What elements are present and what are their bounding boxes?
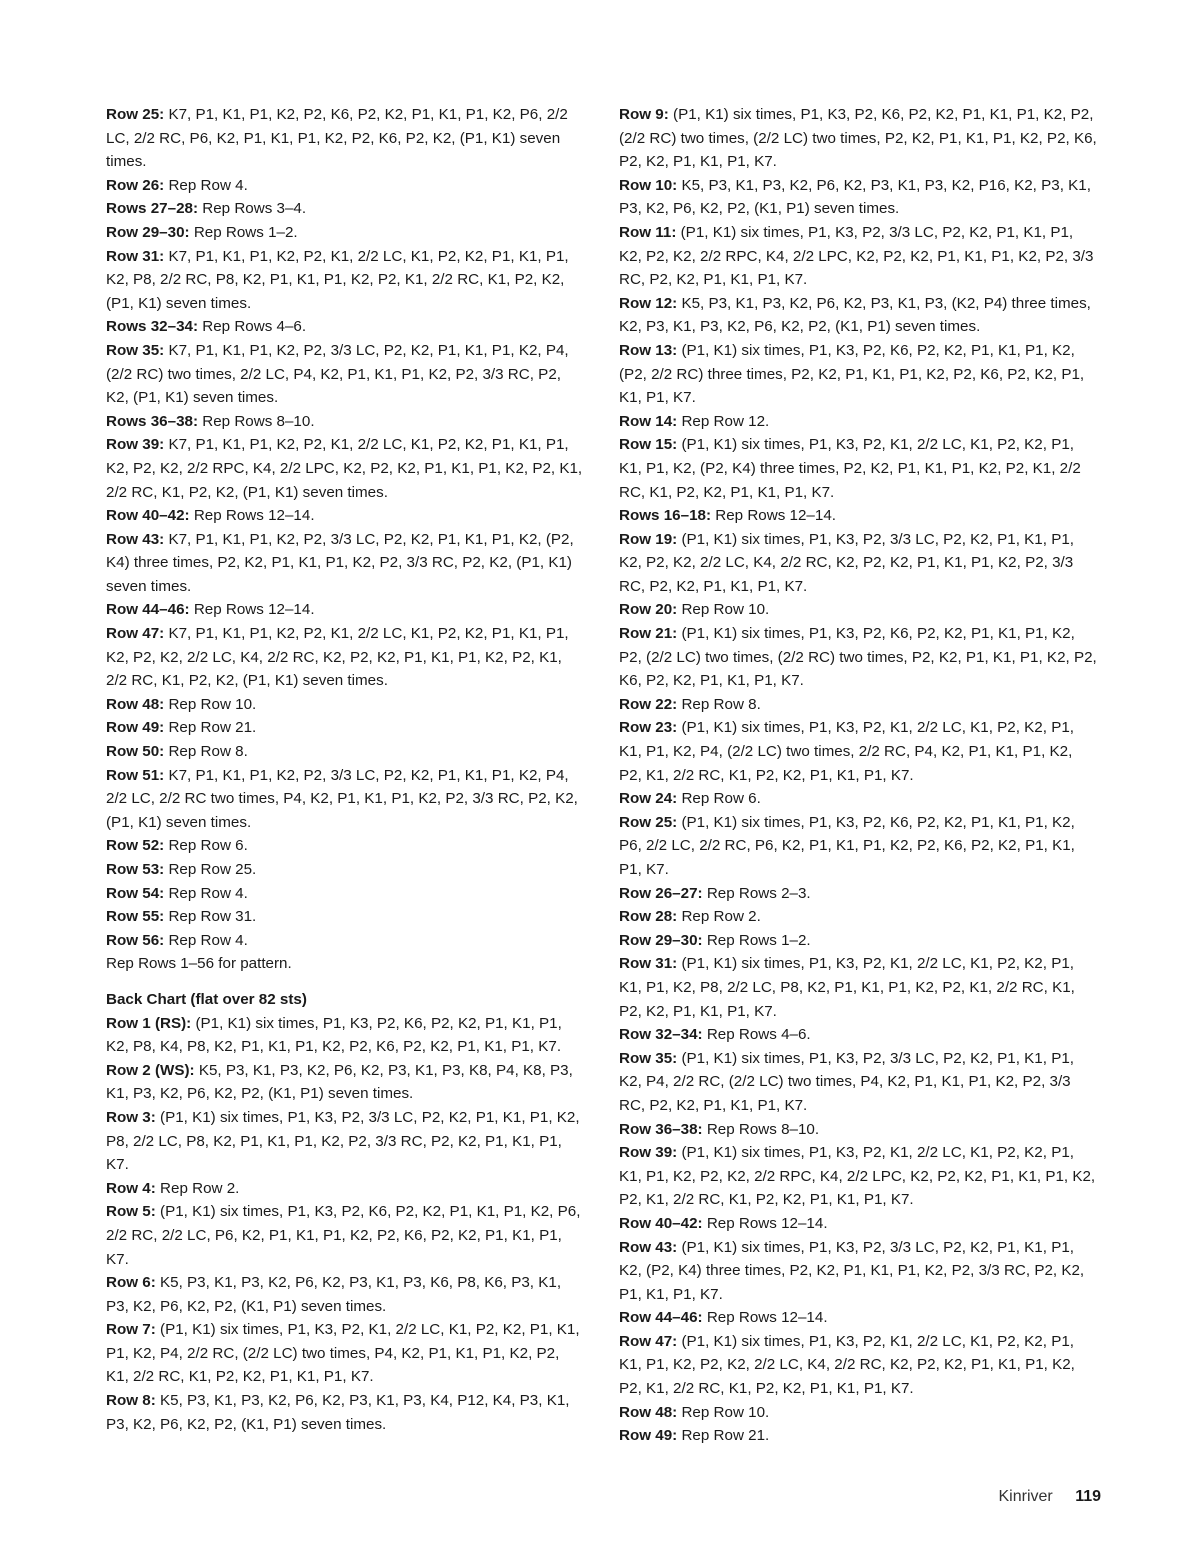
pattern-row [106,103,584,174]
row-instructions: Rep Rows 12–14. [715,507,836,525]
pattern-row [106,1389,584,1436]
pattern-row [106,339,584,410]
row-instructions: Rep Row 10. [168,695,257,713]
row-label: Row 26: [106,176,165,194]
row-instructions: (P1, K1) six times, P1, K3, P2, K1, 2/2 LC, K1, P2, K2, P1, K1, P1, K2, P2, K2, 2/2 LC, K4, 2/2 RC, K2, P2, K2, P1, K1, P1, K2, P2, K1, 2/2 RC, K1, P2, K2, P1, K1, P1, K7. [619,1332,1075,1398]
pattern-row [106,1200,584,1271]
pattern-row [619,1212,1097,1236]
row-instructions: Rep Rows 4–6. [706,1026,811,1044]
row-label: Row 11: [619,223,677,241]
pattern-row [106,952,584,976]
row-label: Row 43: [619,1238,678,1256]
row-label: Row 2 (WS): [106,1061,195,1079]
row-instructions: Rep Row 25. [168,861,257,878]
pattern-row [619,598,1097,622]
row-instructions: Rep Row 4. [168,176,248,194]
row-instructions: K7, P1, K1, P1, K2, P2, K1, 2/2 LC, K1, P2, K2, P1, K1, P1, K2, P2, K2, 2/2 RPC, K4, 2/2 LPC, K2, P2, K2, P1, K1, P1, K2, P2, K1, 2/2 RC, K1, P2, K2, (P1, K1) seven times. [106,436,583,501]
pattern-row [106,764,584,835]
row-instructions: (P1, K1) six times, P1, K3, P2, 3/3 LC, P2, K2, P1, K1, P1, K2, P8, 2/2 LC, P8, K2, P1, K1, P1, K2, P2, 3/3 RC, P2, K2, P1, K1, P1, K7. [106,1108,580,1174]
pattern-row [619,1424,1097,1448]
pattern-row [619,929,1097,953]
row-label: Row 6: [106,1274,156,1292]
row-label: Row 21: [619,625,678,643]
row-instructions: (P1, K1) six times, P1, K3, P2, K6, P2, K2, P1, K1, P1, K2, P6, 2/2 RC, 2/2 LC, P6, K2, P1, K1, P1, K2, P2, K6, P2, K2, P1, K1, P1, K7. [106,1203,581,1268]
row-instructions: Rep Row 4. [168,931,248,949]
book-title: Kinriver [998,1488,1053,1505]
row-instructions: (P1, K1) six times, P1, K3, P2, K6, P2, K2, P1, K1, P1, K2, P8, K4, P8, K2, P1, K1, P1, K2, P2, K6, P2, K2, P1, K1, P1, K7. [106,1014,562,1056]
row-label: Row 24: [619,790,678,808]
row-instructions: K7, P1, K1, P1, K2, P2, K1, 2/2 LC, K1, P2, K2, P1, K1, P1, K2, P8, 2/2 RC, P8, K2, P1, K1, P1, K2, P2, K1, 2/2 RC, K1, P2, K2, (P1, K1) seven times. [106,247,569,312]
row-instructions: Rep Row 12. [681,412,770,430]
row-label: Row 31: [619,955,678,973]
pattern-row [106,1012,584,1059]
row-label: Row 36–38: [619,1120,703,1138]
pattern-row [106,197,584,221]
pattern-row [106,433,584,504]
pattern-row [619,952,1097,1023]
row-label: Row 44–46: [106,601,190,619]
pattern-row [106,622,584,693]
pattern-row [619,1023,1097,1047]
row-label: Row 14: [619,412,678,430]
row-label: Row 56: [106,931,165,949]
row-instructions: (P1, K1) six times, P1, K3, P2, 3/3 LC, P2, K2, P1, K1, P1, K2, P2, K2, 2/2 LC, K4, 2/2 RC, K2, P2, K2, P1, K1, P1, K2, P2, 3/3 RC, P2, K2, P1, K1, P1, K7. [619,530,1074,595]
row-instructions: Rep Rows 12–14. [706,1214,828,1232]
row-label: Row 47: [619,1332,678,1350]
pattern-row [619,716,1097,787]
row-label: Row 35: [619,1049,678,1067]
row-label: Row 28: [619,908,678,926]
back-chart-rows-continued [619,103,1097,1448]
row-instructions: Rep Row 10. [681,601,770,619]
pattern-row [106,834,584,858]
row-instructions: Rep Row 10. [681,1403,770,1421]
pattern-row [106,1106,584,1177]
row-instructions: Rep Row 4. [168,884,248,902]
row-label: Row 26–27: [619,884,703,902]
row-instructions: K7, P1, K1, P1, K2, P2, 3/3 LC, P2, K2, P1, K1, P1, K2, P4, 2/2 LC, 2/2 RC two times, P4, K2, P1, K1, P1, K2, P2, 3/3 RC, P2, K2, (P1, K1) seven times. [106,766,578,831]
pattern-row [106,929,584,953]
row-label: Rows 36–38: [106,412,199,430]
row-label: Row 48: [106,695,165,713]
row-instructions: Rep Rows 12–14. [706,1309,828,1327]
row-instructions: (P1, K1) six times, P1, K3, P2, K6, P2, K2, P1, K1, P1, K2, (P2, 2/2 RC) three times, P2, K2, P1, K1, P1, K2, P2, K6, P2, K2, P1, K1, P1, K7. [619,341,1085,407]
row-instructions: Rep Row 6. [168,837,248,855]
pattern-row [619,339,1097,410]
row-label: Row 25: [619,813,678,831]
pattern-row [106,221,584,245]
pattern-row [619,433,1097,504]
row-instructions: Rep Row 21. [681,1427,770,1445]
pattern-row [619,1236,1097,1307]
row-instructions: K7, P1, K1, P1, K2, P2, 3/3 LC, P2, K2, P1, K1, P1, K2, (P2, K4) three times, P2, K2, P1, K1, P1, K2, P2, 3/3 RC, P2, K2, (P1, K1) seven times. [106,530,574,595]
row-instructions: Rep Row 6. [681,790,761,808]
back-chart-rows [106,1012,584,1437]
row-instructions: Rep Row 31. [168,908,257,926]
row-label: Row 51: [106,766,165,784]
row-label: Row 44–46: [619,1309,703,1327]
row-instructions: K7, P1, K1, P1, K2, P2, K6, P2, K2, P1, K1, P1, K2, P6, 2/2 LC, 2/2 RC, P6, K2, P1, K1, P1, K2, P2, K6, P2, K2, (P1, K1) seven times. [106,106,568,171]
row-label: Row 15: [619,436,678,454]
pattern-row [619,1047,1097,1118]
row-instructions: (P1, K1) six times, P1, K3, P2, K6, P2, K2, P1, K1, P1, K2, P6, 2/2 LC, 2/2 RC, P6, K2, P1, K1, P1, K2, P2, K6, P2, K2, P1, K1, P1, K7. [619,813,1075,878]
pattern-row [106,410,584,434]
row-instructions: (P1, K1) six times, P1, K3, P2, 3/3 LC, P2, K2, P1, K1, P1, K2, (P2, K4) three times, P2, K2, P1, K1, P1, K2, P2, 3/3 RC, P2, K2, P1, K1, P1, K7. [619,1238,1085,1303]
pattern-row [619,811,1097,882]
row-label: Row 5: [106,1203,156,1221]
row-label: Row 3: [106,1108,156,1126]
pattern-row [106,504,584,528]
row-instructions: K5, P3, K1, P3, K2, P6, K2, P3, K1, P3, K4, P12, K4, P3, K1, P3, K2, P6, K2, P2, (K1, P1) seven times. [106,1392,570,1433]
row-label: Row 43: [106,530,165,548]
pattern-row [619,1141,1097,1212]
row-label: Row 4: [106,1179,156,1197]
row-instructions: (P1, K1) six times, P1, K3, P2, K1, 2/2 LC, K1, P2, K2, P1, K1, P1, K2, P8, 2/2 LC, P8, K2, P1, K1, P1, K2, P2, K1, 2/2 RC, K1, P2, K2, P1, K1, P1, K7. [619,955,1075,1020]
row-instructions: K5, P3, K1, P3, K2, P6, K2, P3, K1, P3, K8, P4, K8, P3, K1, P3, K2, P6, K2, P2, (K1, P1) seven times. [106,1061,573,1103]
row-instructions: Rep Row 2. [681,908,761,926]
pattern-row [106,598,584,622]
row-label: Row 13: [619,341,678,359]
row-label: Row 19: [619,530,678,548]
row-label: Row 32–34: [619,1026,703,1044]
pattern-row [619,528,1097,599]
pattern-row [106,858,584,882]
pattern-row [106,882,584,906]
pattern-row [106,740,584,764]
row-instructions: Rep Rows 12–14. [193,601,315,619]
row-instructions: (P1, K1) six times, P1, K3, P2, 3/3 LC, P2, K2, P1, K1, P1, K2, P4, 2/2 RC, (2/2 LC) two times, P4, K2, P1, K1, P1, K2, P2, 3/3 RC, P2, K2, P1, K1, P1, K7. [619,1049,1074,1114]
row-label: Row 39: [619,1144,678,1162]
row-instructions: Rep Rows 2–3. [706,884,811,902]
row-instructions: Rep Rows 1–2. [706,931,811,949]
row-label: Row 9: [619,106,669,123]
row-label: Row 50: [106,743,165,761]
page-footer [999,1487,1102,1507]
row-instructions: K5, P3, K1, P3, K2, P6, K2, P3, K1, P3, K2, P16, K2, P3, K1, P3, K2, P6, K2, P2, (K1, P1) seven times. [619,176,1091,218]
row-instructions: Rep Row 2. [160,1179,240,1197]
row-instructions: (P1, K1) six times, P1, K3, P2, K1, 2/2 LC, K1, P2, K2, P1, K1, P1, K2, (P2, K4) three times, P2, K2, P1, K1, P1, K2, P2, K1, 2/2 RC, K1, P2, K2, P1, K1, P1, K7. [619,436,1081,501]
row-label: Row 52: [106,837,165,855]
row-label: Row 25: [106,106,165,123]
left-column [106,103,584,1436]
pattern-row [106,905,584,929]
pattern-row [106,245,584,316]
pattern-row [619,174,1097,221]
front-chart-rows-continued [106,103,584,976]
row-label: Row 55: [106,908,165,926]
pattern-row [619,1401,1097,1425]
pattern-row [106,1177,584,1201]
row-label: Row 22: [619,695,678,713]
row-label: Row 20: [619,601,678,619]
row-label: Row 31: [106,247,165,265]
row-instructions: K5, P3, K1, P3, K2, P6, K2, P3, K1, P3, (K2, P4) three times, K2, P3, K1, P3, K2, P6, K2, P2, (K1, P1) seven times. [619,294,1091,336]
row-instructions: (P1, K1) six times, P1, K3, P2, K6, P2, K2, P1, K1, P1, K2, P2, (2/2 LC) two times, (2/2 RC) two times, P2, K2, P1, K1, P1, K2, P2, K6, P2, K2, P1, K1, P1, K7. [619,625,1097,690]
row-instructions: K7, P1, K1, P1, K2, P2, K1, 2/2 LC, K1, P2, K2, P1, K1, P1, K2, P2, K2, 2/2 LC, K4, 2/2 RC, K2, P2, K2, P1, K1, P1, K2, P2, K1, 2/2 RC, K1, P2, K2, (P1, K1) seven times. [106,625,569,690]
row-instructions: K7, P1, K1, P1, K2, P2, 3/3 LC, P2, K2, P1, K1, P1, K2, P4, (2/2 RC) two times, 2/2 LC, P4, K2, P1, K1, P1, K2, P2, 3/3 RC, P2, K2, (P1, K1) seven times. [106,341,569,407]
row-label: Row 29–30: [106,223,190,241]
row-label: Row 47: [106,625,165,643]
row-instructions: (P1, K1) six times, P1, K3, P2, K1, 2/2 LC, K1, P2, K2, P1, K1, P1, K2, P4, (2/2 LC) two times, 2/2 RC, P4, K2, P1, K1, P1, K2, P2, K1, 2/2 RC, K1, P2, K2, P1, K1, P1, K7. [619,719,1074,784]
pattern-row [619,1306,1097,1330]
pattern-row [106,1271,584,1318]
back-chart-heading: Back Chart (flat over 82 sts) [106,990,307,1008]
pattern-row [619,410,1097,434]
row-label: Row 40–42: [619,1214,703,1232]
row-label: Row 7: [106,1321,156,1339]
pattern-row [619,787,1097,811]
row-instructions: Rep Rows 4–6. [202,318,307,336]
pattern-row [619,882,1097,906]
row-instructions: Rep Rows 1–56 for pattern. [106,955,292,973]
row-label: Row 39: [106,436,165,454]
pattern-row [106,1318,584,1389]
pattern-row [619,693,1097,717]
row-instructions: Rep Row 8. [168,743,248,761]
row-label: Row 49: [619,1427,678,1445]
pattern-row [619,504,1097,528]
pattern-row [106,528,584,599]
row-label: Rows 16–18: [619,507,712,525]
row-label: Row 23: [619,719,678,737]
row-label: Row 1 (RS): [106,1014,192,1032]
row-instructions: (P1, K1) six times, P1, K3, P2, K1, 2/2 LC, K1, P2, K2, P1, K1, P1, K2, P2, K2, 2/2 RPC, K4, 2/2 LPC, K2, P2, K2, P1, K1, P1, K2, P2, K1, 2/2 RC, K1, P2, K2, P1, K1, P1, K7. [619,1144,1096,1209]
pattern-row [619,292,1097,339]
row-label: Row 29–30: [619,931,703,949]
row-instructions: K5, P3, K1, P3, K2, P6, K2, P3, K1, P3, K6, P8, K6, P3, K1, P3, K2, P6, K2, P2, (K1, P1) seven times. [106,1274,562,1315]
row-label: Row 54: [106,884,165,902]
row-label: Row 49: [106,719,165,737]
row-label: Row 40–42: [106,507,190,525]
row-instructions: Rep Rows 1–2. [193,223,298,241]
row-instructions: Rep Row 21. [168,719,257,737]
pattern-row [619,221,1097,292]
row-instructions: Rep Rows 3–4. [202,200,307,218]
row-instructions: Rep Rows 8–10. [706,1120,820,1138]
row-label: Row 12: [619,294,678,312]
row-label: Rows 32–34: [106,318,199,336]
pattern-row [106,315,584,339]
row-instructions: Rep Rows 12–14. [193,507,315,525]
pattern-row [619,1330,1097,1401]
row-instructions: (P1, K1) six times, P1, K3, P2, K6, P2, K2, P1, K1, P1, K2, P2, (2/2 RC) two times, (2/2 LC) two times, P2, K2, P1, K1, P1, K2, P2, K6, P2, K2, P1, K1, P1, K7. [619,106,1097,171]
row-label: Row 48: [619,1403,678,1421]
row-label: Row 8: [106,1392,156,1410]
pattern-row [106,693,584,717]
row-instructions: (P1, K1) six times, P1, K3, P2, K1, 2/2 LC, K1, P2, K2, P1, K1, P1, K2, P4, 2/2 RC, (2/2 LC) two times, P4, K2, P1, K1, P1, K2, P2, K1, 2/2 RC, K1, P2, K2, P1, K1, P1, K7. [106,1321,580,1386]
row-label: Row 10: [619,176,678,194]
pattern-row [619,622,1097,693]
row-label: Row 35: [106,341,165,359]
row-label: Row 53: [106,861,165,878]
page-number: 119 [1075,1488,1101,1505]
row-instructions: Rep Row 8. [681,695,761,713]
pattern-row [106,1059,584,1106]
pattern-row [106,716,584,740]
row-instructions: (P1, K1) six times, P1, K3, P2, 3/3 LC, P2, K2, P1, K1, P1, K2, P2, K2, 2/2 RPC, K4, 2/2 LPC, K2, P2, K2, P1, K1, P1, K2, P2, 3/3 RC, P2, K2, P1, K1, P1, K7. [619,223,1094,289]
pattern-row [619,1118,1097,1142]
row-label: Rows 27–28: [106,200,199,218]
right-column [619,103,1097,1448]
pattern-row [619,103,1097,174]
pattern-row [619,905,1097,929]
row-instructions: Rep Rows 8–10. [202,412,315,430]
pattern-row [106,174,584,198]
